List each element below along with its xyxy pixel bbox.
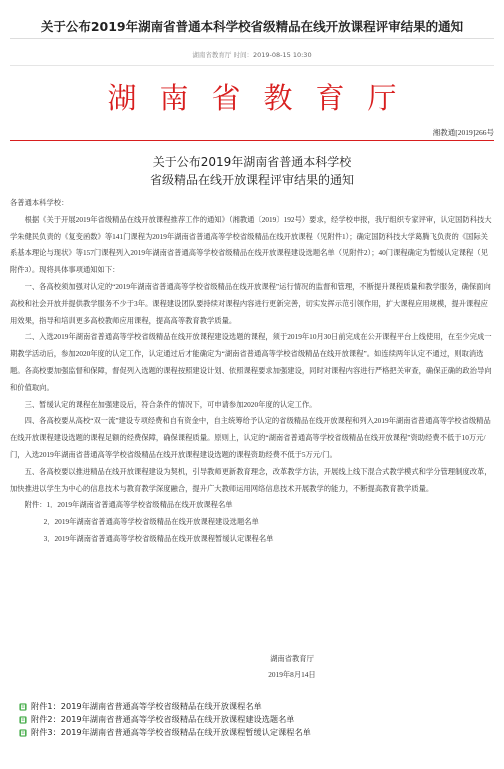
title-divider (10, 38, 494, 39)
download-link-1-label[interactable]: 附件1：2019年湖南省普通高等学校省级精品在线开放课程名单 (31, 701, 262, 711)
salutation: 各普通本科学校： (10, 198, 69, 207)
paragraph-3: 三、暂缓认定的课程在加强建设后，符合条件的情况下，可申请参加2020年度的认定工作。 (24, 399, 317, 409)
paragraph-4: 四、各高校要从高校“双一流”建设专项经费和自有资金中，自主统筹给予认定的省级精品在线开放课程和列入2019年湖南省普通高等学校省级精品在线开放课程建设选题的课程足额的经费保障，确保课程质量。原则上，认定的“湖南省普通高等学校省级精品在线开放课程”资助经费不低于10万元/门，入选2019年湖南省普通高等学校省级精品在线开放课程建设选题的课程资助经费不低于5万元/门。 (10, 416, 491, 459)
signature-date: 2019年8月14日 (268, 670, 316, 679)
article-time-label: 时间： (233, 51, 253, 59)
page-title: 关于公布2019年湖南省普通本科学校省级精品在线开放课程评审结果的通知 (40, 19, 464, 34)
paragraph-1: 一、各高校须加强对认定的“2019年湖南省普通高等学校省级精品在线开放课程”运行情况的监督和管理，不断提升课程质量和教学服务，确保面向高校和社会开放并提供教学服务不少于3年。课程建设团队要持续对课程内容进行更新完善，切实发挥示范引领作用，扩大课程应用规模，提升课程应用效果，指导和培训更多高校教师应用课程，提高高等教育教学质量。 (10, 281, 491, 325)
article-meta (0, 50, 504, 59)
download-link-2-label[interactable]: 附件2：2019年湖南省普通高等学校省级精品在线开放课程建设选题名单 (31, 714, 295, 724)
download-list (19, 700, 311, 739)
attachment-title-1: 1．2019年湖南省普通高等学校省级精品在线开放课程名单 (46, 500, 233, 510)
attachment-file-icon (19, 729, 27, 737)
download-link-1[interactable] (19, 700, 311, 713)
document-number: 湘教通[2019]266号 (432, 128, 494, 137)
article-source: 湖南省教育厅 (192, 51, 232, 59)
masthead-red-line (10, 140, 494, 141)
attachment-line-1 (10, 497, 494, 514)
document-title-line-2: 省级精品在线开放课程评审结果的通知 (149, 173, 354, 187)
paragraph-5: 五、各高校要以推进精品在线开放课程建设为契机，引导教师更新教育理念，改革教学方法，开展线上线下混合式教学模式和学分管理制度改革，加快推进以学生为中心的信息技术与教育教学深度融合，提升广大教师运用网络信息技术开展教学的能力，不断提高教育教学质量。 (10, 466, 492, 493)
signature-org: 湖南省教育厅 (270, 654, 314, 663)
attachments-label: 附件： (24, 500, 47, 510)
attachment-title-2: 2．2019年湖南省普通高等学校省级精品在线开放课程建设选题名单 (43, 517, 259, 527)
attachment-title-3: 3．2019年湖南省普通高等学校省级精品在线开放课程暂缓认定课程名单 (43, 533, 274, 543)
attachment-file-icon (19, 716, 27, 724)
meta-divider (10, 65, 494, 66)
document-title-line-1: 关于公布2019年湖南省普通本科学校 (152, 155, 352, 169)
red-masthead: 湖南省教育厅 (107, 81, 420, 115)
download-link-3-label[interactable]: 附件3：2019年湖南省普通高等学校省级精品在线开放课程暂缓认定课程名单 (31, 727, 311, 737)
download-link-2[interactable] (19, 713, 311, 726)
paragraph-2: 二、入选2019年湖南省普通高等学校省级精品在线开放课程建设选题的课程，须于2019年10月30日前完成在公开课程平台上线使用，在至少完成一期教学活动后，参加2020年度的认定工作，认定通过后才能确定为“湖南省普通高等学校省级精品在线开放课程”。如连续两年认定不通过，则取消选题。各高校要加强监督和保障，督促列入选题的课程按照建设计划、依照课程要求加强建设，同时对课程内容进行严格把关审查，确保正确的政治导向和价值取向。 (10, 332, 492, 392)
attachment-file-icon (19, 703, 27, 711)
article-time: 2019-08-15 10:30 (253, 51, 312, 59)
download-link-3[interactable] (19, 726, 311, 739)
document-title (0, 153, 504, 189)
paragraph-intro: 根据《关于开展2019年省级精品在线开放课程推荐工作的通知》（湘教通〔2019〕192号）要求，经学校申报，我厅组织专家评审，认定国防科技大学朱健民负责的《复变函数》等141门课程为2019年湖南省普通高等学校省级精品在线开放课程（见附件1）；确定国防科技大学葛腾飞负责的《国际关系基本理论与现状》等157门课程列入2019年湖南省普通高等学校省级精品在线开放课程建设选题名单（见附件2）；40门课程确定为暂缓认定课程（见附件3）。现将具体事项通知如下： (10, 214, 492, 275)
document-body (10, 195, 494, 548)
